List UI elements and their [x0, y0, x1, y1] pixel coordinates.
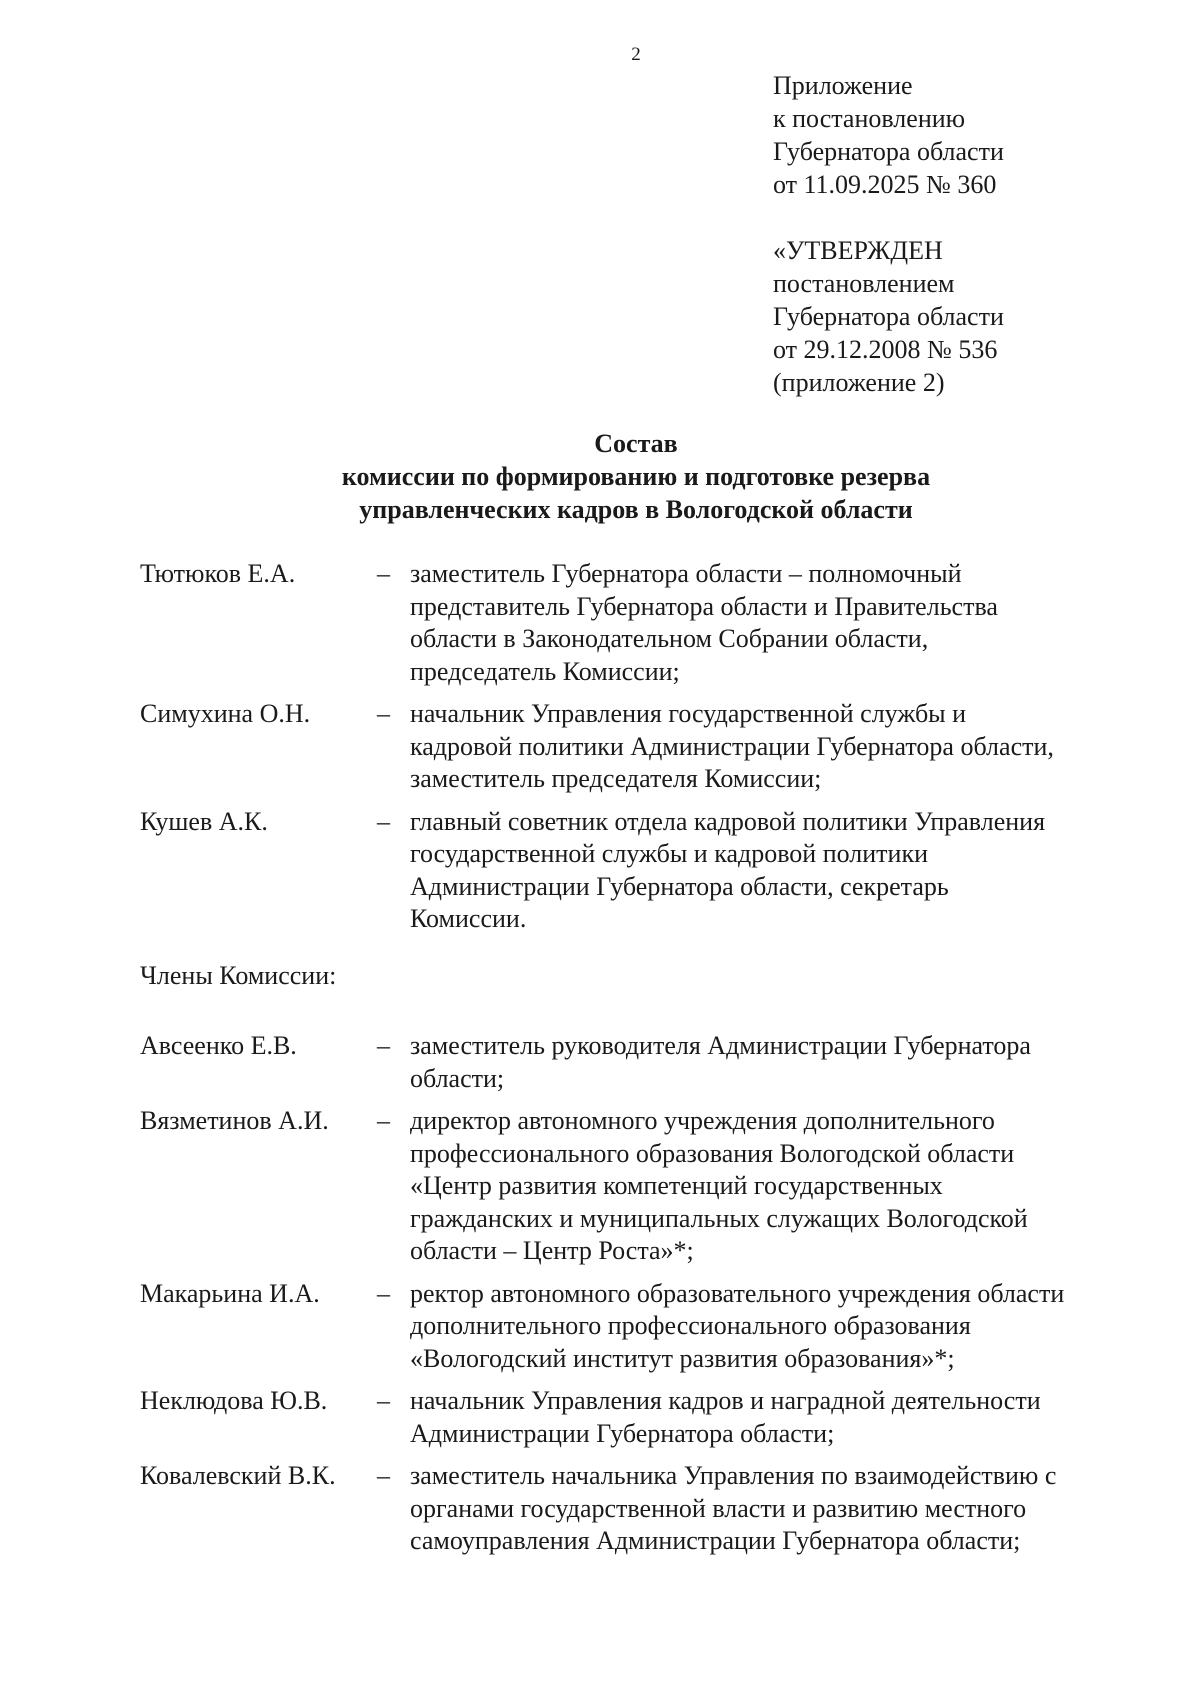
- member-position: [410, 1105, 1140, 1268]
- position-line: государственной службы и кадровой политики: [410, 839, 929, 868]
- position-line: начальник Управления кадров и наградной деятельности: [410, 1386, 1041, 1415]
- member-position: [410, 558, 1140, 688]
- position-line: Администрации Губернатора области, секретарь: [410, 871, 949, 901]
- approved-line: (приложение 2): [773, 368, 945, 397]
- commission-list: [140, 558, 1140, 1558]
- member-row: [140, 1278, 1140, 1376]
- position-line: директор автономного учреждения дополнительного: [410, 1106, 995, 1135]
- member-position: [410, 1385, 1140, 1450]
- position-line: гражданских и муниципальных служащих Вологодской: [410, 1203, 1028, 1233]
- position-line: самоуправления Администрации Губернатора области;: [410, 1526, 1021, 1555]
- member-name: Неклюдова Ю.В.: [140, 1386, 328, 1415]
- title-line: управленческих кадров в Вологодской области: [359, 495, 913, 524]
- member-position: [410, 806, 1140, 936]
- member-dash: –: [377, 1461, 390, 1490]
- position-line: области – Центр Роста»*;: [410, 1236, 694, 1265]
- position-line: Администрации Губернатора области;: [410, 1418, 835, 1448]
- position-line: начальник Управления государственной службы и: [410, 699, 967, 728]
- position-line: «Центр развития компетенций государственных: [410, 1171, 943, 1200]
- member-dash: –: [377, 1106, 390, 1135]
- member-dash: –: [377, 559, 390, 588]
- member-name: Ковалевский В.К.: [140, 1461, 336, 1490]
- position-line: области в Законодательном Собрании области,: [410, 624, 929, 653]
- member-dash: –: [377, 1031, 390, 1060]
- member-position: [410, 698, 1140, 796]
- title-line: Состав: [594, 429, 678, 458]
- member-dash: –: [377, 806, 390, 836]
- position-line: представитель Губернатора области и Правительства: [410, 591, 998, 621]
- member-row: [140, 1460, 1140, 1558]
- position-line: заместитель руководителя Администрации Губернатора: [410, 1031, 1031, 1060]
- position-line: ректор автономного образовательного учреждения области: [410, 1278, 1065, 1308]
- members-heading: Члены Комиссии:: [140, 960, 337, 990]
- position-line: области;: [410, 1063, 505, 1093]
- position-line: Комиссии.: [410, 904, 527, 933]
- position-line: «Вологодский институт развития образования»*;: [410, 1343, 955, 1373]
- annex-line: Губернатора области: [773, 137, 1004, 166]
- position-line: дополнительного профессионального образования: [410, 1311, 971, 1340]
- annex-line: Приложение: [773, 71, 913, 100]
- approved-line: Губернатора области: [773, 302, 1004, 331]
- member-row: [140, 558, 1140, 688]
- approved-line: от 29.12.2008 № 536: [773, 335, 998, 364]
- member-row: [140, 698, 1140, 796]
- member-dash: –: [377, 1386, 390, 1415]
- member-row: [140, 1030, 1140, 1095]
- member-dash: –: [377, 1278, 390, 1308]
- member-row: [140, 1105, 1140, 1268]
- position-line: заместитель председателя Комиссии;: [410, 764, 822, 793]
- position-line: заместитель начальника Управления по взаимодействию с: [410, 1461, 1057, 1490]
- document-title: [0, 427, 1200, 526]
- member-row: [140, 1385, 1140, 1450]
- annex-line: к постановлению: [773, 104, 966, 133]
- position-line: главный советник отдела кадровой политики Управления: [410, 806, 1046, 836]
- member-name: Макарьина И.А.: [140, 1278, 320, 1308]
- approved-line: постановлением: [773, 269, 955, 298]
- approved-line: «УТВЕРЖДЕН: [773, 236, 943, 265]
- annex-block: [773, 69, 1004, 201]
- member-name: Симухина О.Н.: [140, 699, 311, 728]
- member-name: Авсеенко Е.В.: [140, 1031, 297, 1060]
- member-name: Кушев А.К.: [140, 806, 268, 836]
- approved-block: [773, 234, 1004, 399]
- member-position: [410, 1278, 1140, 1376]
- member-position: [410, 1030, 1140, 1095]
- position-line: заместитель Губернатора области – полномочный: [410, 559, 962, 588]
- member-dash: –: [377, 699, 390, 728]
- member-name: Вязметинов А.И.: [140, 1106, 329, 1135]
- position-line: профессионального образования Вологодской области: [410, 1138, 1015, 1168]
- member-position: [410, 1460, 1140, 1558]
- member-name: Тютюков Е.А.: [140, 559, 296, 588]
- member-row: [140, 806, 1140, 936]
- title-line: комиссии по формированию и подготовке резерва: [341, 462, 931, 491]
- position-line: органами государственной власти и развитию местного: [410, 1493, 1027, 1523]
- annex-line: от 11.09.2025 № 360: [773, 170, 997, 199]
- position-line: председатель Комиссии;: [410, 656, 680, 686]
- page-number: 2: [631, 44, 641, 65]
- position-line: кадровой политики Администрации Губернатора области,: [410, 731, 1054, 761]
